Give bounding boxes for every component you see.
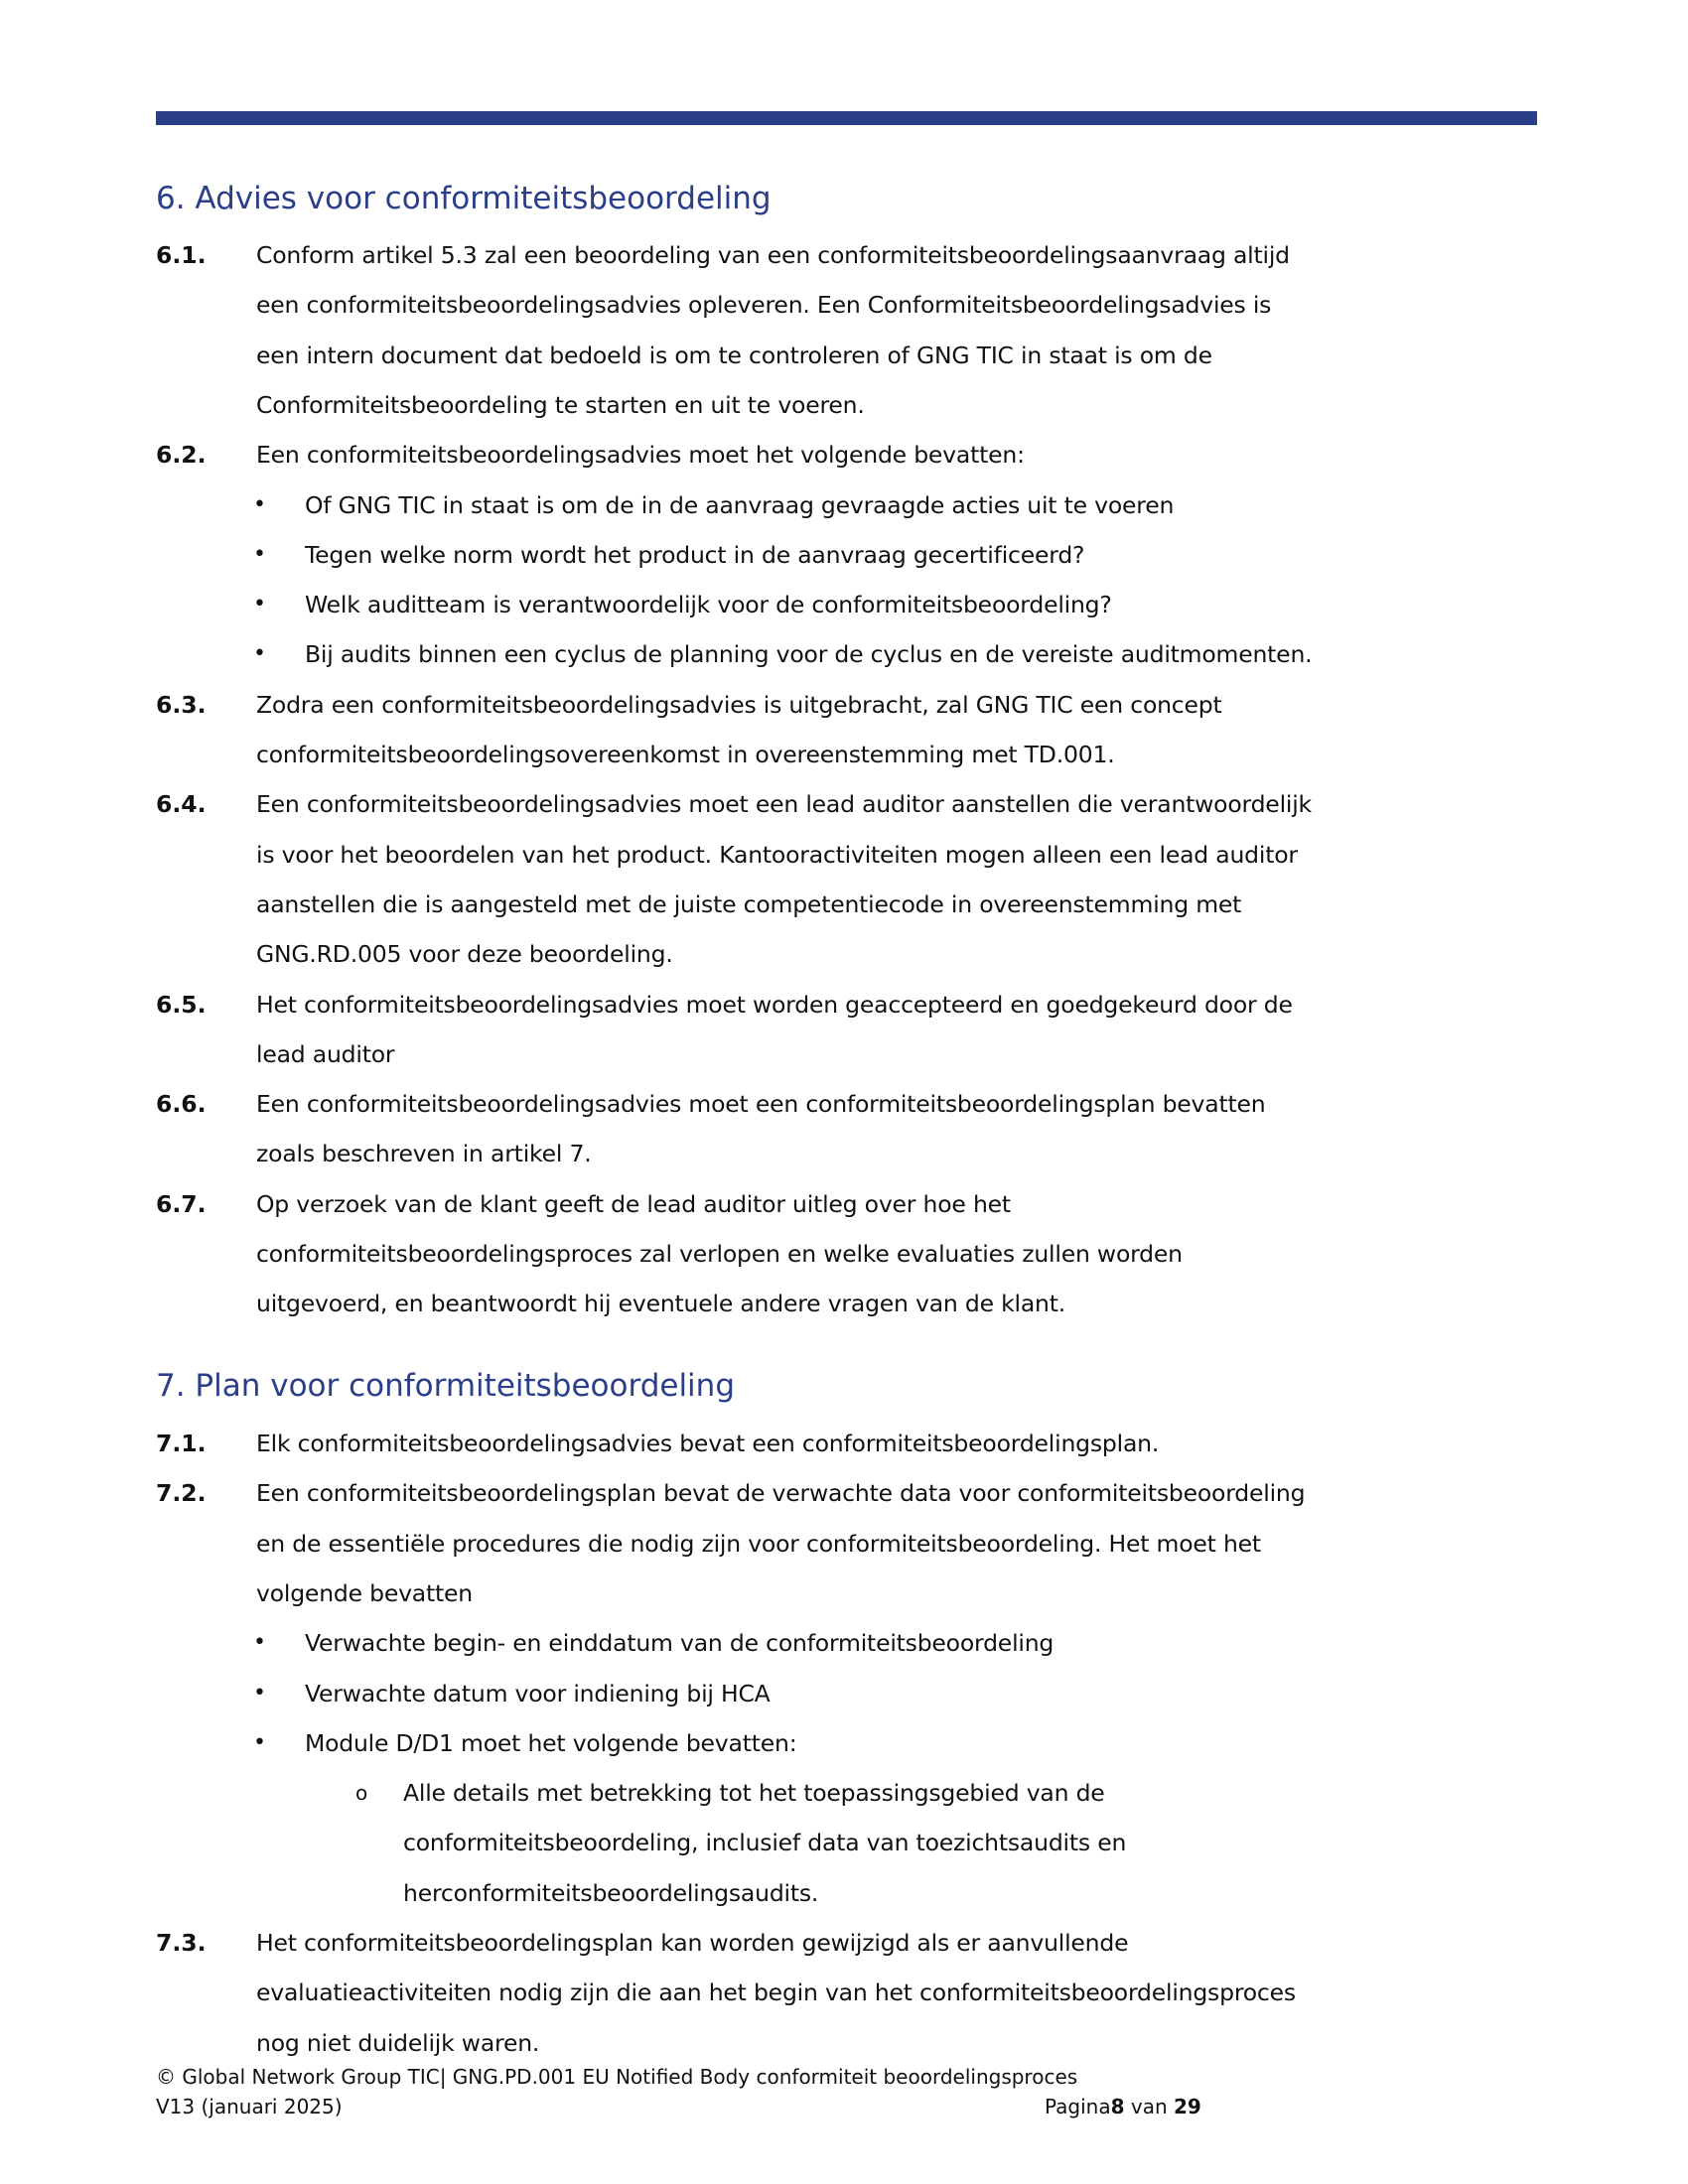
- clause-text-line: zoals beschreven in artikel 7.: [256, 1140, 592, 1168]
- clause-text-line: Elk conformiteitsbeoordelingsadvies bevat een conformiteitsbeoordelingsplan.: [256, 1430, 1160, 1457]
- clause-text-line: Een conformiteitsbeoordelingsadvies moet een lead auditor aanstellen die verantwoordelijk: [256, 790, 1312, 819]
- bullet-icon: •: [253, 1630, 266, 1656]
- clause-text-line: een conformiteitsbeoordelingsadvies opleveren. Een Conformiteitsbeoordelingsadvies is: [256, 291, 1272, 320]
- bullet-text: Tegen welke norm wordt het product in de aanvraag gecertificeerd?: [305, 540, 1085, 569]
- clause-text-line: aanstellen die is aangesteld met de juiste competentiecode in overeenstemming met: [256, 889, 1242, 918]
- bullet-icon: •: [253, 1729, 266, 1755]
- footer-version: V13 (januari 2025): [156, 2095, 343, 2118]
- bullet-text: Bij audits binnen een cyclus de planning voor de cyclus en de vereiste auditmomenten.: [305, 640, 1313, 669]
- clause-number: 6.5.: [156, 990, 207, 1019]
- clause-number: 7.2.: [156, 1479, 207, 1508]
- sub-bullet-text: herconformiteitsbeoordelingsaudits.: [403, 1878, 819, 1907]
- bullet-icon: •: [253, 592, 266, 617]
- clause-text-line: een intern document dat bedoeld is om te controleren of GNG TIC in staat is om de: [256, 341, 1212, 369]
- clause-text-line: conformiteitsbeoordelingsproces zal verlopen en welke evaluaties zullen worden: [256, 1240, 1183, 1268]
- clause-text-line: Conformiteitsbeoordeling te starten en uit te voeren.: [256, 390, 865, 419]
- clause-text-line: Een conformiteitsbeoordelingsadvies moet het volgende bevatten:: [256, 441, 1025, 470]
- clause-text-line: volgende bevatten: [256, 1578, 473, 1607]
- page-total: 29: [1174, 2095, 1201, 2118]
- clause-text-line: Een conformiteitsbeoordelingsplan bevat de verwachte data voor conformiteitsbeoordeling: [256, 1479, 1306, 1508]
- section-heading: 7. Plan voor conformiteitsbeoordeling: [156, 1368, 735, 1404]
- clause-number: 6.6.: [156, 1090, 207, 1119]
- bullet-text: Welk auditteam is verantwoordelijk voor de conformiteitsbeoordeling?: [305, 591, 1112, 619]
- clause-text-line: uitgevoerd, en beantwoordt hij eventuele andere vragen van de klant.: [256, 1290, 1066, 1318]
- sub-bullet-text: Alle details met betrekking tot het toepassingsgebied van de: [403, 1779, 1105, 1808]
- bullet-icon: •: [253, 1680, 266, 1706]
- clause-number: 6.4.: [156, 790, 207, 819]
- clause-number: 6.3.: [156, 690, 207, 719]
- section-heading: 6. Advies voor conformiteitsbeoordeling: [156, 181, 772, 216]
- clause-text-line: Zodra een conformiteitsbeoordelingsadvies is uitgebracht, zal GNG TIC een concept: [256, 690, 1222, 719]
- clause-number: 6.2.: [156, 441, 207, 470]
- clause-text-line: conformiteitsbeoordelingsovereenkomst in overeenstemming met TD.001.: [256, 741, 1115, 768]
- clause-text-line: Het conformiteitsbeoordelingsplan kan worden gewijzigd als er aanvullende: [256, 1929, 1129, 1957]
- clause-text-line: Op verzoek van de klant geeft de lead auditor uitleg over hoe het: [256, 1189, 1011, 1218]
- clause-text-line: is voor het beoordelen van het product. Kantooractiviteiten mogen alleen een lead auditor: [256, 840, 1298, 869]
- bullet-icon: •: [253, 541, 266, 567]
- clause-text-line: Het conformiteitsbeoordelingsadvies moet worden geaccepteerd en goedgekeurd door de: [256, 990, 1293, 1019]
- page-current: 8: [1110, 2095, 1125, 2118]
- header-rule: [156, 111, 1537, 125]
- page-of: van: [1124, 2095, 1175, 2118]
- clause-number: 7.3.: [156, 1929, 207, 1957]
- footer-page-number: [1045, 2094, 1201, 2119]
- bullet-icon: •: [253, 641, 266, 667]
- clause-text-line: lead auditor: [256, 1039, 395, 1068]
- sub-bullet-text: conformiteitsbeoordeling, inclusief data van toezichtsaudits en: [403, 1829, 1127, 1857]
- bullet-text: Verwachte datum voor indiening bij HCA: [305, 1679, 771, 1707]
- bullet-icon: •: [253, 491, 266, 517]
- clause-text-line: nog niet duidelijk waren.: [256, 2028, 540, 2057]
- clause-text-line: GNG.RD.005 voor deze beoordeling.: [256, 940, 673, 969]
- clause-text-line: Conform artikel 5.3 zal een beoordeling van een conformiteitsbeoordelingsaanvraag altijd: [256, 241, 1290, 269]
- clause-text-line: en de essentiële procedures die nodig zijn voor conformiteitsbeoordeling. Het moet het: [256, 1529, 1261, 1558]
- clause-text-line: evaluatieactiviteiten nodig zijn die aan het begin van het conformiteitsbeoordelingsproces: [256, 1979, 1296, 2007]
- clause-number: 6.7.: [156, 1189, 207, 1218]
- footer-copyright: © Global Network Group TIC| GNG.PD.001 EU Notified Body conformiteit beoordelingsproces: [156, 2065, 1078, 2089]
- sub-bullet-icon: o: [355, 1781, 368, 1806]
- clause-number: 7.1.: [156, 1430, 207, 1457]
- clause-number: 6.1.: [156, 241, 207, 269]
- page-label: Pagina: [1045, 2095, 1111, 2118]
- bullet-text: Of GNG TIC in staat is om de in de aanvraag gevraagde acties uit te voeren: [305, 490, 1175, 519]
- clause-text-line: Een conformiteitsbeoordelingsadvies moet een conformiteitsbeoordelingsplan bevatten: [256, 1090, 1266, 1119]
- bullet-text: Module D/D1 moet het volgende bevatten:: [305, 1728, 797, 1757]
- bullet-text: Verwachte begin- en einddatum van de conformiteitsbeoordeling: [305, 1629, 1055, 1658]
